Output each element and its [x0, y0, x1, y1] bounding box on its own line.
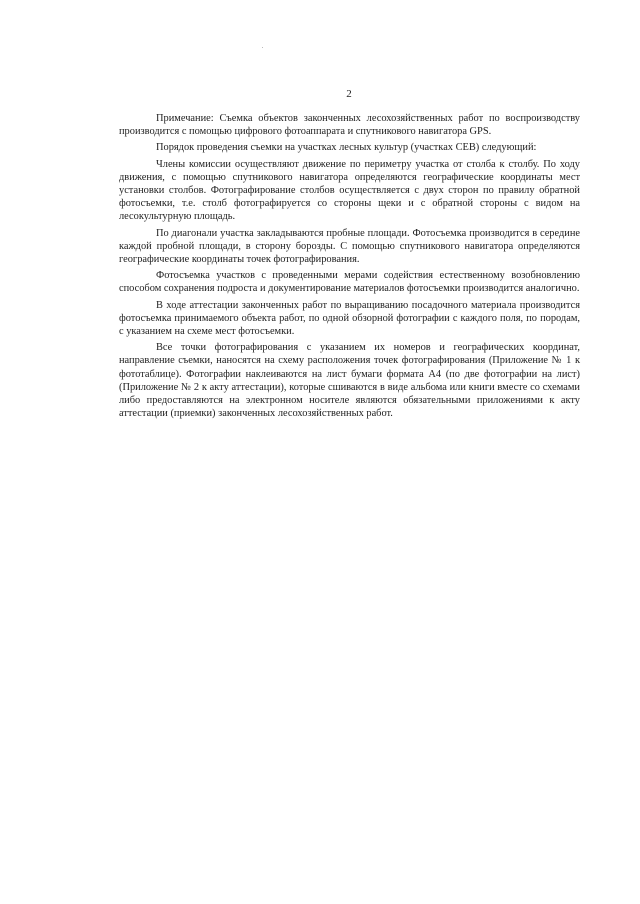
paragraph-planting-material: В ходе аттестации законченных работ по выращиванию посадочного материала производится фотосъемка принимаемого объекта работ, по одной обзорной фотографии с каждого поля, по породам, с указанием на схеме мест фотосъемки.: [119, 299, 580, 338]
paragraph-diagonal: По диагонали участка закладываются пробные площади. Фотосъемка производится в середине каждой пробной площади, в сторону борозды. С помощью спутникового навигатора определяются географические координаты точек фотографирования.: [119, 227, 580, 266]
page-number: 2: [346, 88, 352, 100]
scan-speck: [262, 47, 263, 48]
paragraph-perimeter: Члены комиссии осуществляют движение по периметру участка от столба к столбу. По ходу движения, с помощью спутникового навигатора определяются географические координаты мест установки столбов. Фотографирование столбов осуществляется с двух сторон по правилу обратной фотосъемки, т.е. столб фотографируется со стороны щеки и с обратной стороны с видом на лесокультурную площадь.: [119, 158, 580, 223]
paragraph-note: Примечание: Съемка объектов законченных лесохозяйственных работ по воспроизводству производится с помощью цифрового фотоаппарата и спутникового навигатора GPS.: [119, 113, 580, 138]
paragraph-photo-points: Все точки фотографирования с указанием их номеров и географических координат, направление съемки, наносятся на схему расположения точек фотографирования (Приложение № 1 к фототаблице). Фотографии наклеиваются на лист бумаги формата А4 (по две фотографии на лист) (Приложение № 2 к акту аттестации), которые сшиваются в виде альбома или книги вместе со схемами либо предоставляются на электронном носителе являются обязательными приложениями к акту аттестации (приемки) законченных лесохозяйственных работ.: [119, 342, 580, 420]
paragraph-procedure: Порядок проведения съемки на участках лесных культур (участках СЕВ) следующий:: [156, 142, 537, 154]
paragraph-natural-regeneration: Фотосъемка участков с проведенными мерами содействия естественному возобновлению способом сохранения подроста и документирование материалов фотосъемки производится аналогично.: [119, 270, 580, 295]
body-text: [119, 112, 580, 423]
